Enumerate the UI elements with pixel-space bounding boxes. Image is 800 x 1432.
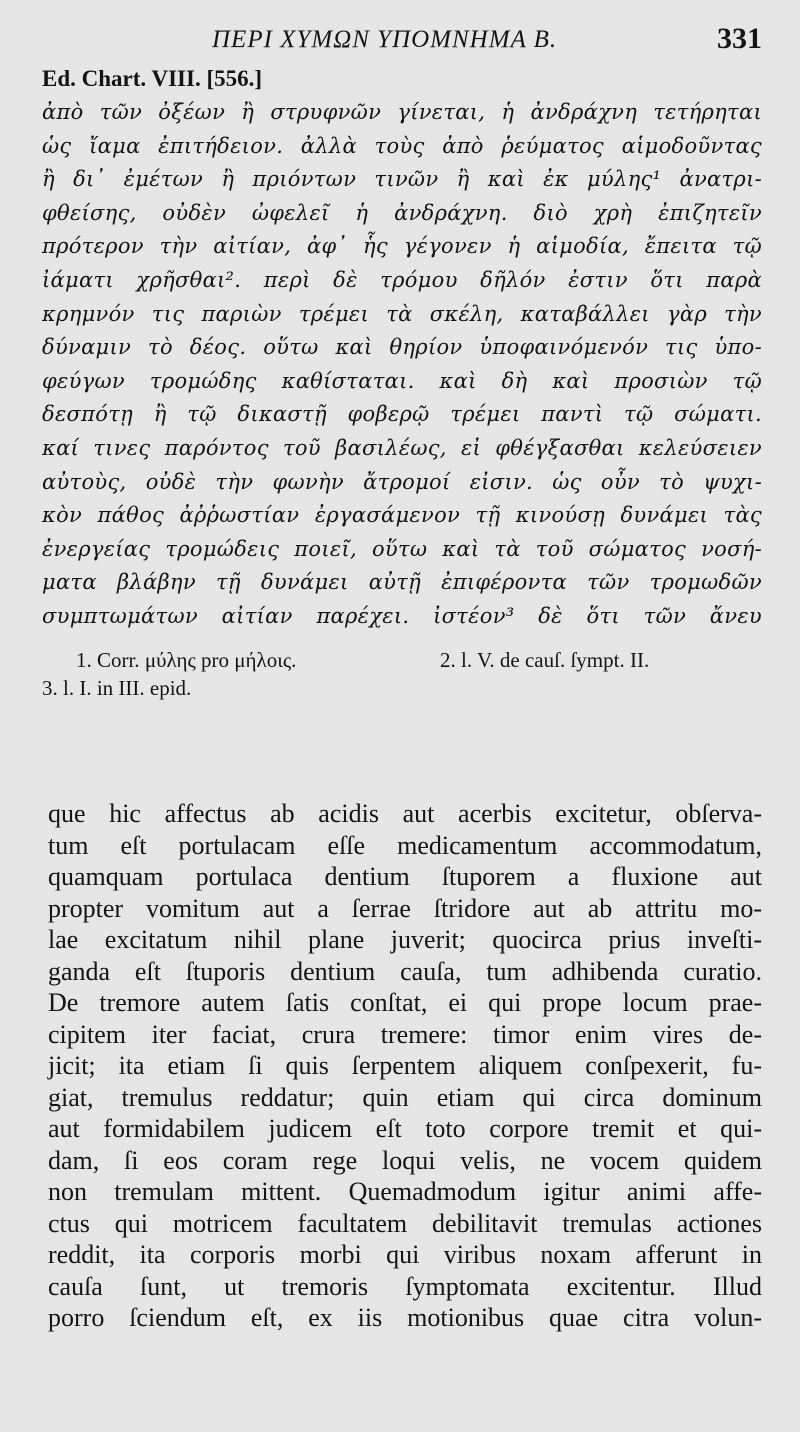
page-number: 331 [717,22,762,55]
greek-line: κὸν πάθος ἀῤῥωστίαν ἐργασάμενον τῇ κινούσῃ δυνάμει τὰς [42,503,762,528]
greek-line: δύναμιν τὸ δέος. οὕτω καὶ θηρίον ὑποφαινόμενόν τις ὑπο- [42,335,762,360]
latin-line: ganda eſt ſtuporis dentium cauſa, tum adhibenda curatio. [48,956,762,986]
latin-line: quamquam portulaca dentium ſtuporem a fluxione aut [48,862,762,891]
greek-line: ἐνεργείας τρομώδεις ποιεῖ, οὕτω καὶ τὰ τοῦ σώματος νοσή- [42,536,762,561]
greek-line: αὐτοὺς, οὐδὲ τὴν φωνὴν ἄτρομοί εἰσιν. ὡς οὖν τὸ ψυχι- [42,469,762,494]
greek-line: συμπτωμάτων αἰτίαν παρέχει. ἰστέον³ δὲ ὅτι τῶν ἄνευ [42,603,762,628]
greek-line: δεσπότῃ ἢ τῷ δικαστῇ φοβερῷ τρέμει παντὶ τῷ σώματι. [42,402,762,427]
edition-reference: Ed. Chart. VIII. [556.] [42,66,263,91]
latin-line: propter vomitum aut a ſerrae ſtridore aut ab attritu mo- [48,893,762,923]
running-title: ΠΕΡΙ ΧΥΜΩΝ ΥΠΟΜΝΗΜΑ Β. [212,26,558,53]
footnote-2: 2. l. V. de cauſ. ſympt. II. [440,647,650,672]
latin-line: lae excitatum nihil plane juverit; quocirca prius inveſti- [48,925,762,954]
latin-line: cauſa ſunt, ut tremoris ſymptomata excitentur. Illud [48,1271,762,1301]
latin-line: non tremulam mittent. Quemadmodum igitur animi affe- [48,1177,762,1206]
footnote-1: 1. Corr. μύλης pro μήλοις. [76,647,297,672]
latin-line: dam, ſi eos coram rege loqui velis, ne vocem quidem [48,1145,762,1175]
latin-line: jicit; ita etiam ſi quis ſerpentem aliquem conſpexerit, fu- [48,1051,762,1080]
latin-line: reddit, ita corporis morbi qui viribus noxam afferunt in [48,1240,762,1269]
greek-line: φεύγων τρομώδης καθίσταται. καὶ δὴ καὶ προσιὼν τῷ [42,368,762,393]
latin-line: De tremore autem ſatis conſtat, ei qui prope locum prae- [48,988,762,1017]
latin-line: tum eſt portulacam eſſe medicamentum accommodatum, [48,830,762,860]
greek-line: ματα βλάβην τῇ δυνάμει αὐτῇ ἐπιφέροντα τῶν τρομωδῶν [42,570,762,595]
latin-line: aut formidabilem judicem eſt toto corpore tremit et qui- [48,1114,762,1143]
greek-line: ἀπὸ τῶν ὀξέων ἢ στρυφνῶν γίνεται, ἡ ἀνδράχνη τετήρηται [42,100,762,124]
greek-line: ἢ δι᾽ ἐμέτων ἢ πριόντων τινῶν ἢ καὶ ἐκ μύλης¹ ἀνατρι- [42,167,762,192]
latin-line: que hic affectus ab acidis aut acerbis excitetur, obſerva- [48,799,762,828]
greek-line: ὡς ἴαμα ἐπιτήδειον. ἀλλὰ τοὺς ἀπὸ ῥεύματος αἱμοδοῦντας [42,133,762,158]
footnotes [42,646,762,702]
latin-line: giat, tremulus reddatur; quin etiam qui circa dominum [48,1082,762,1112]
greek-text-block [42,96,762,634]
footnote-row [42,646,762,674]
greek-line: πρότερον τὴν αἰτίαν, ἀφ᾽ ἧς γέγονεν ἡ αἱμοδία, ἔπειτα τῷ [42,234,762,259]
latin-line: cipitem iter faciat, crura tremere: timor enim vires de- [48,1019,762,1049]
running-head [42,0,762,64]
latin-line: porro ſciendum eſt, ex iis motionibus quae citra volun- [48,1303,762,1332]
greek-line: φθείσης, οὐδὲν ὠφελεῖ ἡ ἀνδράχνη. διὸ χρὴ ἐπιζητεῖν [42,200,762,225]
latin-text-block [48,798,762,1334]
greek-line: ἰάματι χρῆσθαι². περὶ δὲ τρόμου δῆλόν ἐστιν ὅτι παρὰ [42,267,762,292]
latin-line: ctus qui motricem facultatem debilitavit tremulas actiones [48,1208,762,1238]
footnote-3: 3. l. I. in III. epid. [42,675,192,700]
greek-line: κρημνόν τις παριὼν τρέμει τὰ σκέλη, καταβάλλει γὰρ τὴν [42,301,762,326]
greek-line: καί τινες παρόντος τοῦ βασιλέως, εἰ φθέγξασθαι κελεύσειεν [42,435,762,460]
